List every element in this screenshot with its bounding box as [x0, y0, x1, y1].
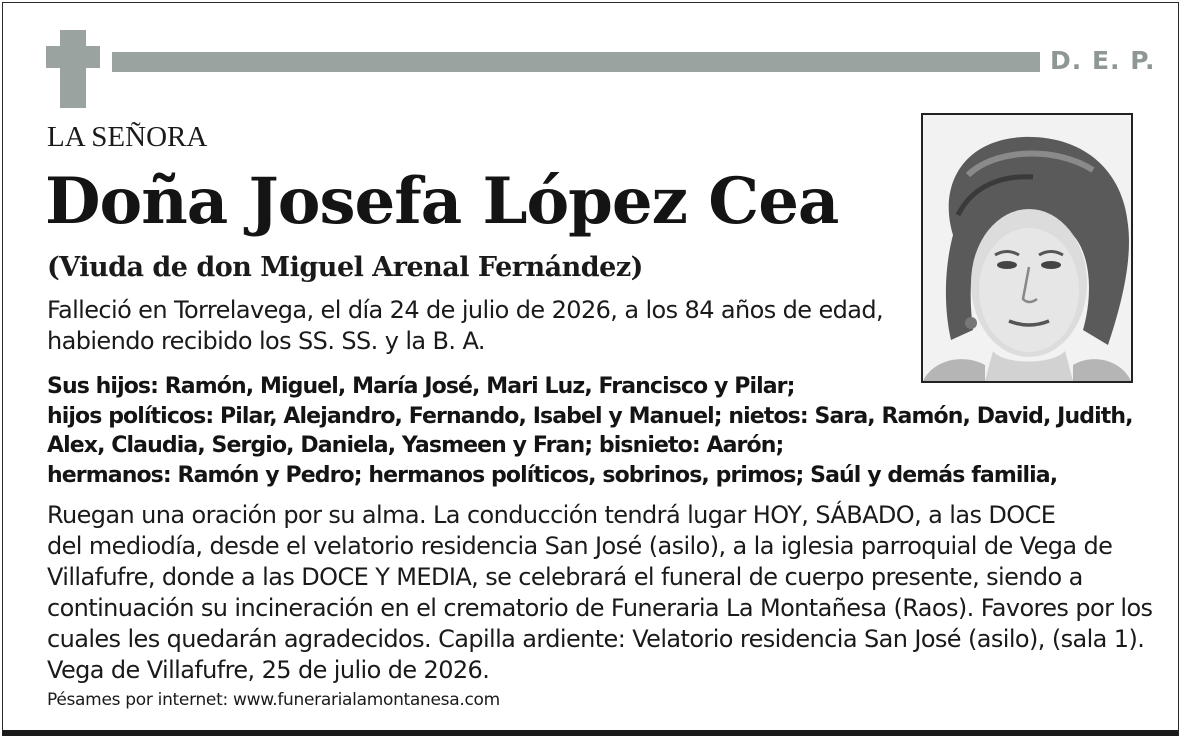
- cross-icon: [60, 30, 86, 108]
- place-date: Vega de Villafufre, 25 de julio de 2026.: [47, 656, 490, 684]
- ceremony-line: Villafufre, donde a las DOCE Y MEDIA, se celebrará el funeral de cuerpo presente, siendo a: [47, 563, 1083, 591]
- death-line: Falleció en Torrelavega, el día 24 de julio de 2026, a los 84 años de edad,: [47, 296, 884, 324]
- family-line: hermanos: Ramón y Pedro; hermanos políticos, sobrinos, primos; Saúl y demás familia,: [47, 462, 1058, 488]
- cross-icon-arm: [46, 46, 100, 68]
- ceremony-notice: [47, 500, 1152, 655]
- honorific: LA SEÑORA: [47, 121, 208, 153]
- header-rule: [112, 52, 1040, 72]
- ceremony-line: Ruegan una oración por su alma. La conducción tendrá lugar HOY, SÁBADO, a las DOCE: [47, 501, 1056, 529]
- family-line: Sus hijos: Ramón, Miguel, María José, Mari Luz, Francisco y Pilar;: [47, 374, 795, 399]
- death-notice: [47, 295, 883, 357]
- family-line: Alex, Claudia, Sergio, Daniela, Yasmeen y Fran; bisnieto: Aarón;: [47, 433, 784, 458]
- ceremony-line: del mediodía, desde el velatorio residencia San José (asilo), a la iglesia parroquial de Vega de: [47, 532, 1113, 560]
- family-list: [47, 372, 1133, 490]
- family-line: hijos políticos: Pilar, Alejandro, Fernando, Isabel y Manuel; nietos: Sara, Ramón, David, Judith,: [47, 403, 1133, 429]
- death-line: habiendo recibido los SS. SS. y la B. A.: [47, 327, 485, 355]
- ceremony-line: continuación su incineración en el crematorio de Funeraria La Montañesa (Raos). Favores por los: [47, 594, 1153, 622]
- spouse-note: (Viuda de don Miguel Arenal Fernández): [47, 252, 643, 283]
- dep-label: D. E. P.: [1050, 46, 1156, 75]
- portrait-image: [923, 115, 1131, 381]
- portrait-photo: [921, 113, 1133, 383]
- ceremony-line: cuales les quedarán agradecidos. Capilla ardiente: Velatorio residencia San José (asilo), (sala 1).: [47, 625, 1145, 653]
- condolences-line: Pésames por internet: www.funerarialamontanesa.com: [47, 690, 500, 710]
- deceased-name: Doña Josefa López Cea: [45, 164, 839, 239]
